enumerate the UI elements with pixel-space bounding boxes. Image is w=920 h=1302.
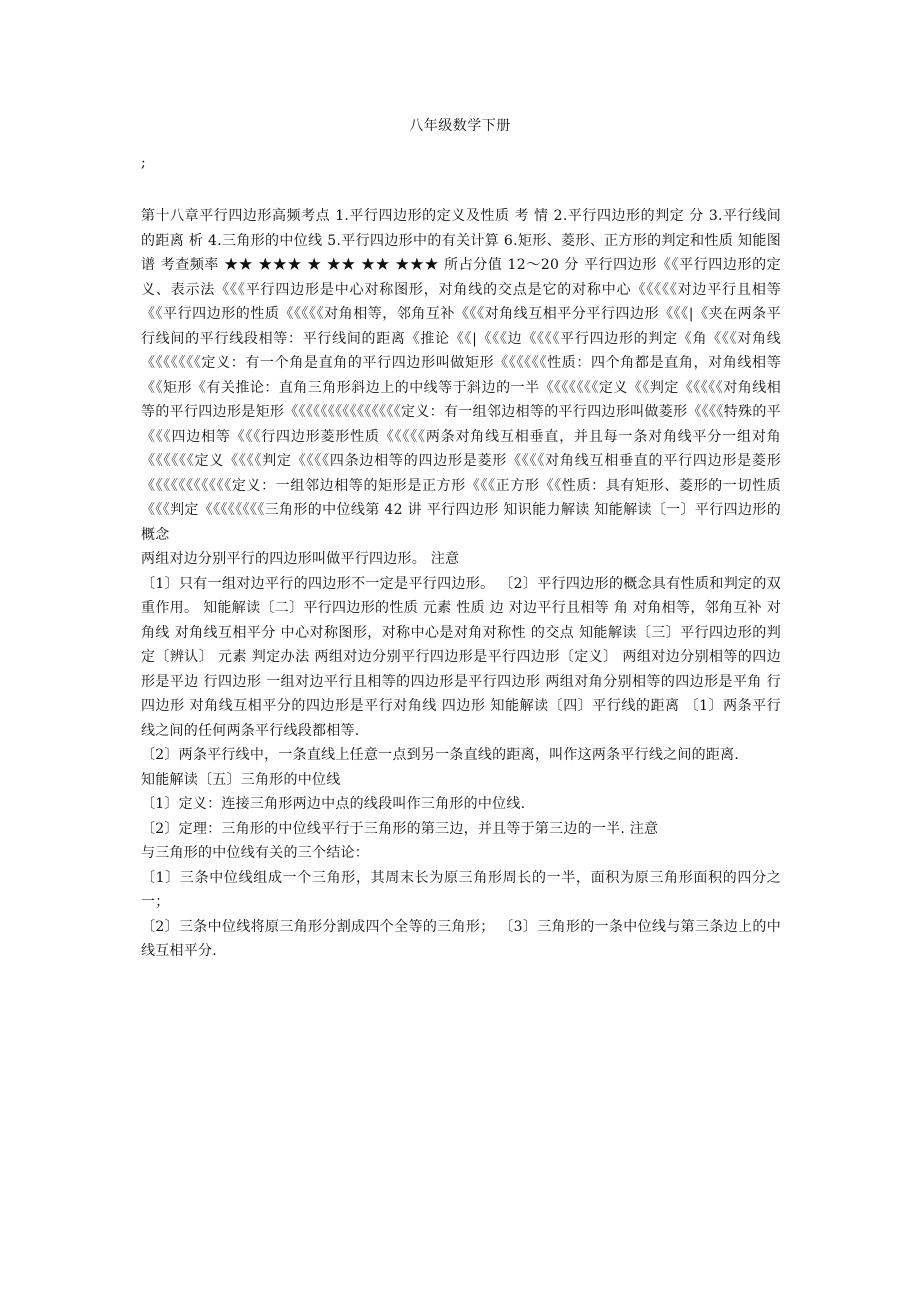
- midline-definition: 〔1〕定义：连接三角形两边中点的线段叫作三角形的中位线.: [141, 796, 526, 812]
- document-title: 八年级数学下册: [409, 118, 511, 134]
- midline-conclusion-2-3: 〔2〕三条中位线将原三角形分割成四个全等的三角形； 〔3〕三角形的一条中位线与第三条边上的中线互相平分.: [141, 918, 781, 959]
- midline-conclusions-intro: 与三角形的中位线有关的三个结论：: [141, 845, 369, 861]
- document-body: [141, 204, 781, 964]
- properties-and-criteria-paragraph: 〔1〕只有一组对边平行的四边形不一定是平行四边形。 〔2〕平行四边形的概念具有性质和判定的双重作用。 知能解读〔二〕平行四边形的性质 元素 性质 边 对边平行且相等 角 对角相等，邻角互补 对角线 对角线互相平分 中心对称图形，对称中心是对角对称性 的交点 知能解读〔三〕平行四边形的判定〔辨认〕 元素 判定办法 两组对边分别平行四边形是平行四边形〔定义〕 两组对边分别相等的四边形是平边 行四边形 一组对边平行且相等的四边形是平行四边形 两组对角分别相等的四边形是平角 行四边形 对角线互相平分的四边形是平行对角线 四边形 知能解读〔四〕平行线的距离 〔1〕两条平行线之间的任何两条平行线段都相等.: [141, 575, 781, 739]
- separator-mark: ;: [141, 155, 146, 171]
- definition-paragraph: 两组对边分别平行的四边形叫做平行四边形。 注意: [141, 551, 460, 567]
- midline-theorem: 〔2〕定理：三角形的中位线平行于三角形的第三边，并且等于第三边的一半. 注意: [141, 820, 659, 837]
- parallel-distance-paragraph: 〔2〕两条平行线中，一条直线上任意一点到另一条直线的距离，叫作这两条平行线之间的距离.: [141, 747, 740, 763]
- midline-conclusion-1: 〔1〕三条中位线组成一个三角形，其周末长为原三角形周长的一半，面积为原三角形面积的四分之一；: [141, 869, 781, 910]
- section-heading-midline: 知能解读〔五〕三角形的中位线: [141, 771, 341, 788]
- chapter-summary-paragraph: 第十八章平行四边形高频考点 1.平行四边形的定义及性质 考 情 2.平行四边形的判定 分 3.平行线间的距离 析 4.三角形的中位线 5.平行四边形中的有关计算 6.矩形、菱形、正方形的判定和性质 知能图谱 考查频率 ★★ ★★★ ★ ★★ ★★ ★★★ 所占分值 12～20 分 平行四边形《《平行四边形的定义、表示法《《《平行四边形是中心对称图形，对角线的交点是它的对称中心《《《《《对边平行且相等《《平行四边形的性质《《《《《对角相等，邻角互补《《《对角线互相平分平行四边形《《《|《夹在两条平行线间的平行线段相等：平行线间的距离《推论《《|《《《边《《《《平行四边形的判定《角《《《对角线《《《《《《《定义：有一个角是直角的平行四边形叫做矩形《《《《《《性质：四个角都是直角，对角线相等《《矩形《有关推论：直角三角形斜边上的中线等于斜边的一半《《《《《《《定义《《判定《《《《《对角线相等的平行四边形是矩形《《《《《《《《《《《《《《《定义：有一组邻边相等的平行四边形叫做菱形《《《《特殊的平《《《四边相等《《《行四边形菱形性质《《《《《两条对角线互相垂直，并且每一条对角线平分一组对角《《《《《《定义《《《《判定《《《《四条边相等的四边形是菱形《《《《对角线互相垂直的平行四边形是菱形 《《《《《《《《《《《定义：一组邻边相等的矩形是正方形《《《正方形《《性质：具有矩形、菱形的一切性质《《《判定《《《《《《《《三角形的中位线第 42 讲 平行四边形 知识能力解读 知能解读〔一〕平行四边形的概念: [141, 208, 781, 543]
